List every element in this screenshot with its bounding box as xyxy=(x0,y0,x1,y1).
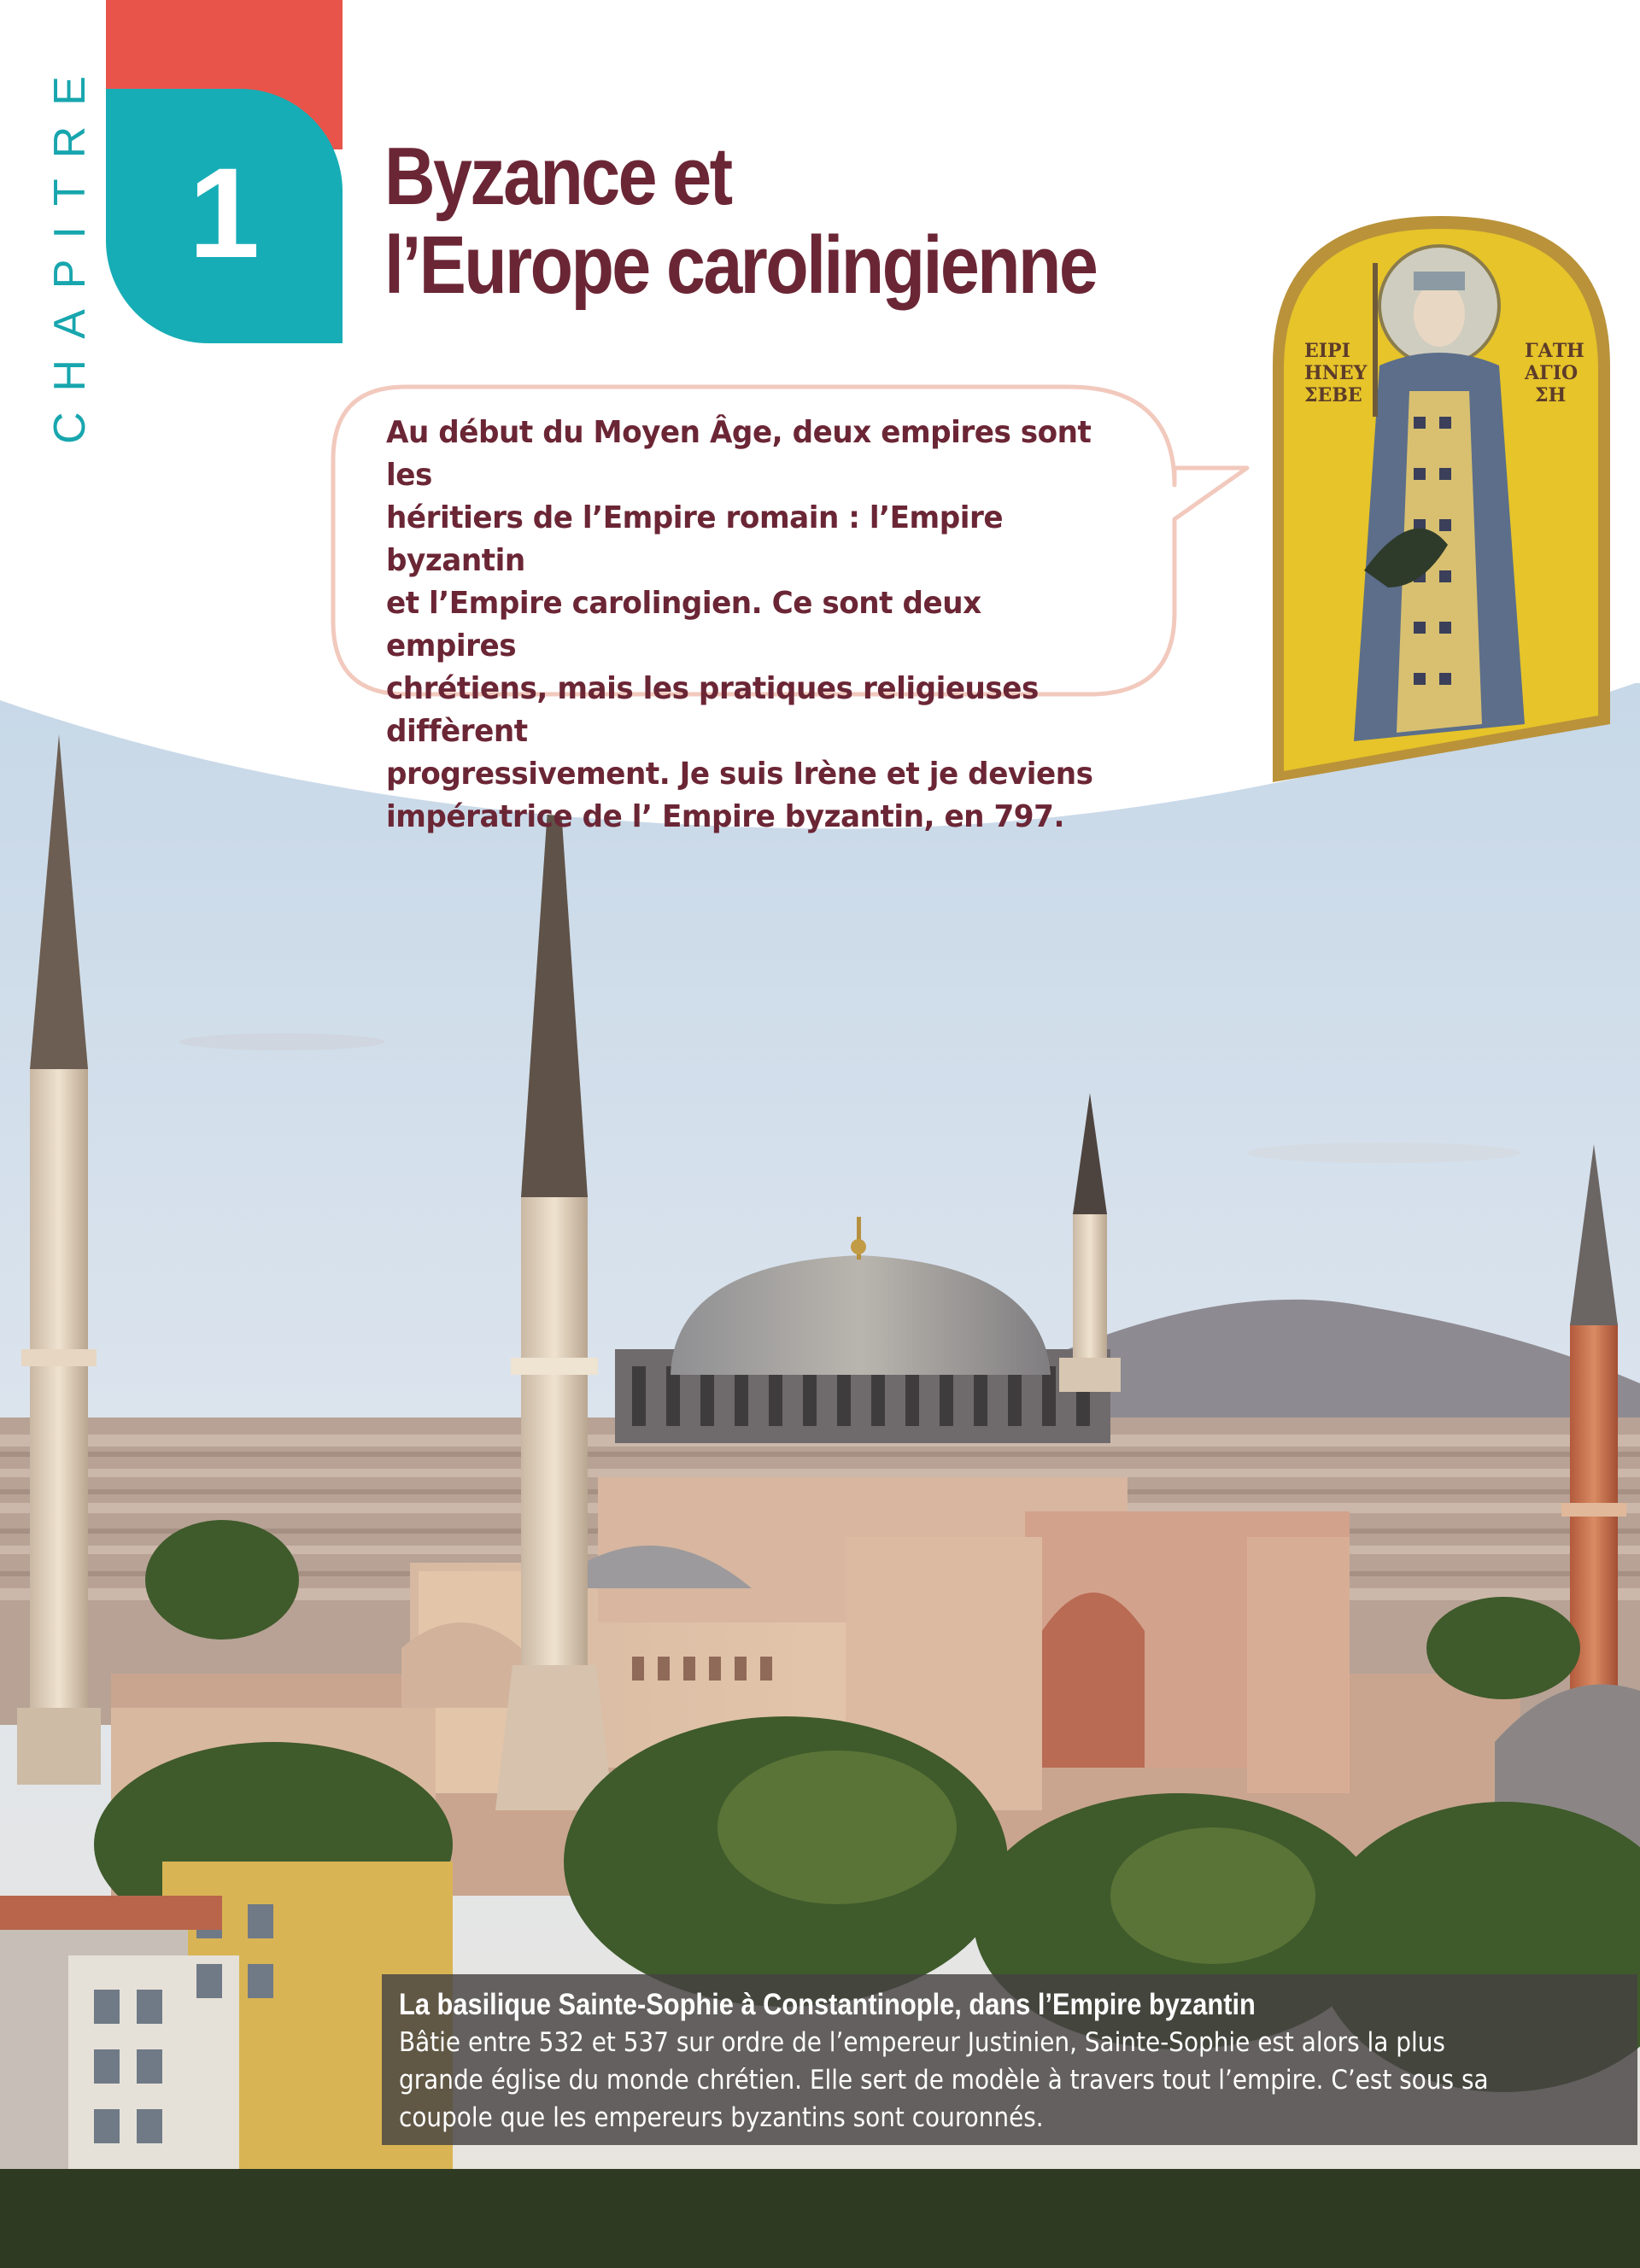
chapter-title xyxy=(384,132,1096,310)
chapter-title-line-2: l’Europe carolingienne xyxy=(384,219,1097,311)
caption-line: coupole que les empereurs byzantins sont couronnés. xyxy=(399,2102,1044,2133)
chapter-number-badge xyxy=(106,89,343,343)
chapter-title-line-1: Byzance et xyxy=(384,131,731,222)
bubble-line: chrétiens, mais les pratiques religieuses diffèrent xyxy=(386,671,1039,749)
caption-body xyxy=(399,2024,1552,2136)
caption-line: Bâtie entre 532 et 537 sur ordre de l’empereur Justinien, Sainte-Sophie est alors la plus xyxy=(399,2027,1445,2058)
bubble-line: impératrice de l’ Empire byzantin, en 797. xyxy=(386,799,1064,834)
bubble-line: héritiers de l’Empire romain : l’Empire byzantin xyxy=(386,500,1004,578)
chapter-vertical-label: CHAPITRE xyxy=(45,56,95,444)
inscription-right-3: ΣΗ xyxy=(1535,384,1567,406)
inscription-right-1: ΓΑΤΗ xyxy=(1525,340,1584,362)
photo-caption xyxy=(382,1974,1637,2145)
caption-line: grande église du monde chrétien. Elle sert de modèle à travers tout l’empire. C’est sous sa xyxy=(399,2065,1489,2096)
speech-bubble-text xyxy=(386,412,1116,839)
bubble-line: et l’Empire carolingien. Ce sont deux empires xyxy=(386,586,981,663)
inscription-left-3: ΣΕΒΕ xyxy=(1304,384,1362,406)
inscription-left-1: ΕΙΡΙ xyxy=(1304,340,1350,362)
bubble-line: progressivement. Je suis Irène et je deviens xyxy=(386,757,1093,792)
irene-mosaic xyxy=(1268,212,1614,782)
inscription-right-2: ΑΓΙΟ xyxy=(1525,362,1578,384)
bubble-line: Au début du Moyen Âge, deux empires sont les xyxy=(386,415,1092,493)
inscription-left-2: ΗΝΕΥ xyxy=(1304,362,1368,384)
chapter-number: 1 xyxy=(188,140,261,284)
caption-title: La basilique Sainte-Sophie à Constantinople, dans l’Empire byzantin xyxy=(399,1988,1256,2021)
